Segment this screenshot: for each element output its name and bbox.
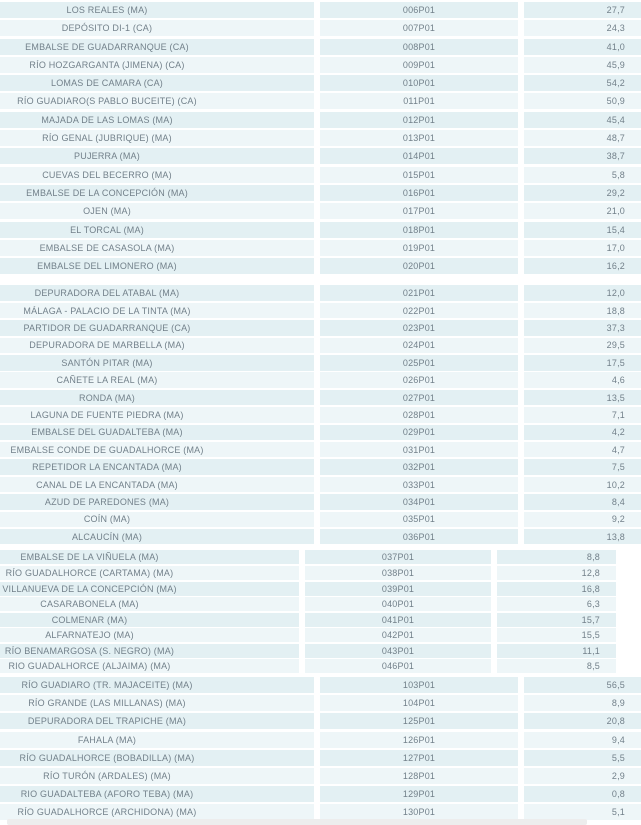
station-code-cell: 006P01 bbox=[320, 2, 518, 18]
horizontal-scrollbar[interactable] bbox=[7, 819, 587, 825]
station-code-cell: 013P01 bbox=[320, 130, 518, 146]
table-row[interactable] bbox=[0, 93, 641, 109]
table-row[interactable] bbox=[0, 550, 616, 564]
table-row[interactable] bbox=[0, 613, 616, 627]
station-name-cell: RÍO GUADIARO(S PABLO BUCEITE) (CA) bbox=[0, 93, 314, 109]
station-value-cell: 6,3 bbox=[497, 597, 616, 611]
station-name-cell: COLMENAR (MA) bbox=[0, 613, 299, 627]
table-row[interactable] bbox=[0, 372, 641, 388]
station-value-cell: 48,7 bbox=[524, 130, 641, 146]
station-value-cell: 4,6 bbox=[524, 372, 641, 388]
station-code-cell: 029P01 bbox=[320, 425, 518, 441]
station-value-cell: 17,5 bbox=[524, 355, 641, 371]
station-name-cell: ALCAUCÍN (MA) bbox=[0, 529, 314, 545]
station-value-cell: 29,2 bbox=[524, 185, 641, 201]
station-code-cell: 009P01 bbox=[320, 57, 518, 73]
station-name-cell: EMBALSE DE GUADARRANQUE (CA) bbox=[0, 39, 314, 55]
table-row[interactable] bbox=[0, 222, 641, 238]
station-code-cell: 033P01 bbox=[320, 477, 518, 493]
table-row[interactable] bbox=[0, 185, 641, 201]
table-row[interactable] bbox=[0, 494, 641, 510]
station-value-cell: 8,5 bbox=[497, 659, 616, 673]
table-row[interactable] bbox=[0, 39, 641, 55]
station-code-cell: 024P01 bbox=[320, 338, 518, 354]
station-code-cell: 129P01 bbox=[320, 786, 518, 802]
station-code-cell: 012P01 bbox=[320, 112, 518, 128]
table-row[interactable] bbox=[0, 148, 641, 164]
table-row[interactable] bbox=[0, 477, 641, 493]
station-name-cell: PARTIDOR DE GUADARRANQUE (CA) bbox=[0, 320, 314, 336]
table-row[interactable] bbox=[0, 786, 641, 802]
station-name-cell: RÍO GUADALHORCE (BOBADILLA) (MA) bbox=[0, 750, 314, 766]
station-name-cell: RONDA (MA) bbox=[0, 390, 314, 406]
station-name-cell: RÍO TURÓN (ARDALES) (MA) bbox=[0, 768, 314, 784]
table-row[interactable] bbox=[0, 512, 641, 528]
table-row[interactable] bbox=[0, 20, 641, 36]
station-value-cell: 24,3 bbox=[524, 20, 641, 36]
table-row[interactable] bbox=[0, 442, 641, 458]
station-name-cell: DEPURADORA DEL TRAPICHE (MA) bbox=[0, 713, 314, 729]
station-code-cell: 020P01 bbox=[320, 258, 518, 274]
station-code-cell: 017P01 bbox=[320, 203, 518, 219]
station-value-cell: 54,2 bbox=[524, 75, 641, 91]
table-row[interactable] bbox=[0, 750, 641, 766]
station-value-cell: 9,4 bbox=[524, 732, 641, 748]
station-value-cell: 12,0 bbox=[524, 285, 641, 301]
station-value-cell: 8,4 bbox=[524, 494, 641, 510]
station-name-cell: CASARABONELA (MA) bbox=[0, 597, 299, 611]
station-value-cell: 29,5 bbox=[524, 338, 641, 354]
station-code-cell: 042P01 bbox=[305, 628, 491, 642]
station-name-cell: LOMAS DE CAMARA (CA) bbox=[0, 75, 314, 91]
station-code-cell: 011P01 bbox=[320, 93, 518, 109]
station-name-cell: REPETIDOR LA ENCANTADA (MA) bbox=[0, 459, 314, 475]
table-row[interactable] bbox=[0, 644, 616, 658]
station-value-cell: 27,7 bbox=[524, 2, 641, 18]
table-section-4 bbox=[0, 677, 641, 823]
station-name-cell: CANAL DE LA ENCANTADA (MA) bbox=[0, 477, 314, 493]
table-row[interactable] bbox=[0, 425, 641, 441]
table-row[interactable] bbox=[0, 459, 641, 475]
station-name-cell: OJEN (MA) bbox=[0, 203, 314, 219]
station-value-cell: 45,9 bbox=[524, 57, 641, 73]
table-row[interactable] bbox=[0, 2, 641, 18]
table-row[interactable] bbox=[0, 57, 641, 73]
station-name-cell: VILLANUEVA DE LA CONCEPCIÓN (MA) bbox=[0, 582, 299, 596]
station-name-cell: PUJERRA (MA) bbox=[0, 148, 314, 164]
station-name-cell: RÍO GENAL (JUBRIQUE) (MA) bbox=[0, 130, 314, 146]
station-value-cell: 5,8 bbox=[524, 167, 641, 183]
station-code-cell: 022P01 bbox=[320, 303, 518, 319]
station-value-cell: 18,8 bbox=[524, 303, 641, 319]
station-name-cell: AZUD DE PAREDONES (MA) bbox=[0, 494, 314, 510]
station-name-cell: MÁLAGA - PALACIO DE LA TINTA (MA) bbox=[0, 303, 314, 319]
station-code-cell: 008P01 bbox=[320, 39, 518, 55]
station-value-cell: 8,9 bbox=[524, 695, 641, 711]
station-value-cell: 15,4 bbox=[524, 222, 641, 238]
station-name-cell: EMBALSE DE LA CONCEPCIÓN (MA) bbox=[0, 185, 314, 201]
station-value-cell: 5,5 bbox=[524, 750, 641, 766]
station-value-cell: 50,9 bbox=[524, 93, 641, 109]
station-value-cell: 7,1 bbox=[524, 407, 641, 423]
station-code-cell: 018P01 bbox=[320, 222, 518, 238]
station-value-cell: 17,0 bbox=[524, 240, 641, 256]
station-value-cell: 4,2 bbox=[524, 425, 641, 441]
table-section-1 bbox=[0, 0, 641, 276]
station-code-cell: 036P01 bbox=[320, 529, 518, 545]
table-section-2 bbox=[0, 285, 641, 546]
table-row[interactable] bbox=[0, 407, 641, 423]
station-code-cell: 039P01 bbox=[305, 582, 491, 596]
station-name-cell: EMBALSE DEL LIMONERO (MA) bbox=[0, 258, 314, 274]
station-value-cell: 45,4 bbox=[524, 112, 641, 128]
station-code-cell: 028P01 bbox=[320, 407, 518, 423]
station-name-cell: RÍO HOZGARGANTA (JIMENA) (CA) bbox=[0, 57, 314, 73]
station-name-cell: DEPURADORA DEL ATABAL (MA) bbox=[0, 285, 314, 301]
table-row[interactable] bbox=[0, 355, 641, 371]
station-code-cell: 041P01 bbox=[305, 613, 491, 627]
station-name-cell: EMBALSE DEL GUADALTEBA (MA) bbox=[0, 425, 314, 441]
table-section-3 bbox=[0, 550, 641, 675]
station-value-cell: 9,2 bbox=[524, 512, 641, 528]
station-value-cell: 11,1 bbox=[497, 644, 616, 658]
table-row[interactable] bbox=[0, 285, 641, 301]
station-value-cell: 0,8 bbox=[524, 786, 641, 802]
table-row[interactable] bbox=[0, 566, 616, 580]
station-name-cell: EL TORCAL (MA) bbox=[0, 222, 314, 238]
table-row[interactable] bbox=[0, 130, 641, 146]
station-name-cell: CAÑETE LA REAL (MA) bbox=[0, 372, 314, 388]
station-value-cell: 41,0 bbox=[524, 39, 641, 55]
station-value-cell: 8,8 bbox=[497, 550, 616, 564]
station-code-cell: 130P01 bbox=[320, 804, 518, 820]
station-value-cell: 2,9 bbox=[524, 768, 641, 784]
station-name-cell: ALFARNATEJO (MA) bbox=[0, 628, 299, 642]
station-name-cell: MAJADA DE LAS LOMAS (MA) bbox=[0, 112, 314, 128]
table-row[interactable] bbox=[0, 628, 616, 642]
station-name-cell: CUEVAS DEL BECERRO (MA) bbox=[0, 167, 314, 183]
station-code-cell: 021P01 bbox=[320, 285, 518, 301]
table-row[interactable] bbox=[0, 804, 641, 820]
station-value-cell: 56,5 bbox=[524, 677, 641, 693]
station-code-cell: 014P01 bbox=[320, 148, 518, 164]
station-value-cell: 5,1 bbox=[524, 804, 641, 820]
station-code-cell: 125P01 bbox=[320, 713, 518, 729]
station-name-cell: RÍO GUADALHORCE (CARTAMA) (MA) bbox=[0, 566, 299, 580]
station-name-cell: EMBALSE DE LA VIÑUELA (MA) bbox=[0, 550, 299, 564]
table-row[interactable] bbox=[0, 338, 641, 354]
table-row[interactable] bbox=[0, 677, 641, 693]
station-name-cell: LOS REALES (MA) bbox=[0, 2, 314, 18]
station-name-cell: DEPÓSITO DI-1 (CA) bbox=[0, 20, 314, 36]
table-row[interactable] bbox=[0, 582, 616, 596]
table-row[interactable] bbox=[0, 240, 641, 256]
station-name-cell: FAHALA (MA) bbox=[0, 732, 314, 748]
station-name-cell: DEPURADORA DE MARBELLA (MA) bbox=[0, 338, 314, 354]
station-code-cell: 126P01 bbox=[320, 732, 518, 748]
station-name-cell: LAGUNA DE FUENTE PIEDRA (MA) bbox=[0, 407, 314, 423]
station-code-cell: 023P01 bbox=[320, 320, 518, 336]
station-value-cell: 13,5 bbox=[524, 390, 641, 406]
station-name-cell: RÍO GRANDE (LAS MILLANAS) (MA) bbox=[0, 695, 314, 711]
station-value-cell: 15,7 bbox=[497, 613, 616, 627]
table-row[interactable] bbox=[0, 303, 641, 319]
table-row[interactable] bbox=[0, 112, 641, 128]
station-code-cell: 046P01 bbox=[305, 659, 491, 673]
station-code-cell: 031P01 bbox=[320, 442, 518, 458]
station-value-cell: 10,2 bbox=[524, 477, 641, 493]
station-code-cell: 104P01 bbox=[320, 695, 518, 711]
station-code-cell: 010P01 bbox=[320, 75, 518, 91]
station-code-cell: 037P01 bbox=[305, 550, 491, 564]
table-row[interactable] bbox=[0, 713, 641, 729]
station-code-cell: 032P01 bbox=[320, 459, 518, 475]
station-code-cell: 019P01 bbox=[320, 240, 518, 256]
table-row[interactable] bbox=[0, 732, 641, 748]
station-value-cell: 7,5 bbox=[524, 459, 641, 475]
station-value-cell: 16,2 bbox=[524, 258, 641, 274]
table-row[interactable] bbox=[0, 597, 616, 611]
station-code-cell: 016P01 bbox=[320, 185, 518, 201]
table-row[interactable] bbox=[0, 695, 641, 711]
table-row[interactable] bbox=[0, 659, 616, 673]
station-name-cell: EMBALSE DE CASASOLA (MA) bbox=[0, 240, 314, 256]
station-value-cell: 37,3 bbox=[524, 320, 641, 336]
station-name-cell: RIO GUADALHORCE (ALJAIMA) (MA) bbox=[0, 659, 299, 673]
station-value-cell: 20,8 bbox=[524, 713, 641, 729]
table-row[interactable] bbox=[0, 167, 641, 183]
station-code-cell: 015P01 bbox=[320, 167, 518, 183]
station-name-cell: SANTÓN PITAR (MA) bbox=[0, 355, 314, 371]
table-row[interactable] bbox=[0, 768, 641, 784]
station-code-cell: 038P01 bbox=[305, 566, 491, 580]
station-code-cell: 128P01 bbox=[320, 768, 518, 784]
station-value-cell: 16,8 bbox=[497, 582, 616, 596]
station-value-cell: 21,0 bbox=[524, 203, 641, 219]
station-name-cell: RIO GUADALTEBA (AFORO TEBA) (MA) bbox=[0, 786, 314, 802]
station-value-cell: 13,8 bbox=[524, 529, 641, 545]
station-code-cell: 034P01 bbox=[320, 494, 518, 510]
station-code-cell: 043P01 bbox=[305, 644, 491, 658]
station-code-cell: 103P01 bbox=[320, 677, 518, 693]
table-row[interactable] bbox=[0, 75, 641, 91]
station-code-cell: 026P01 bbox=[320, 372, 518, 388]
station-value-cell: 15,5 bbox=[497, 628, 616, 642]
table-row[interactable] bbox=[0, 258, 641, 274]
station-code-cell: 025P01 bbox=[320, 355, 518, 371]
station-code-cell: 007P01 bbox=[320, 20, 518, 36]
station-code-cell: 040P01 bbox=[305, 597, 491, 611]
station-name-cell: RÍO BENAMARGOSA (S. NEGRO) (MA) bbox=[0, 644, 299, 658]
table-row[interactable] bbox=[0, 529, 641, 545]
station-name-cell: RÍO GUADIARO (TR. MAJACEITE) (MA) bbox=[0, 677, 314, 693]
station-code-cell: 127P01 bbox=[320, 750, 518, 766]
station-value-cell: 12,8 bbox=[497, 566, 616, 580]
station-code-cell: 035P01 bbox=[320, 512, 518, 528]
table-row[interactable] bbox=[0, 320, 641, 336]
station-value-cell: 38,7 bbox=[524, 148, 641, 164]
station-name-cell: EMBALSE CONDE DE GUADALHORCE (MA) bbox=[0, 442, 314, 458]
station-value-cell: 4,7 bbox=[524, 442, 641, 458]
station-name-cell: COÍN (MA) bbox=[0, 512, 314, 528]
station-name-cell: RÍO GUADALHORCE (ARCHIDONA) (MA) bbox=[0, 804, 314, 820]
table-row[interactable] bbox=[0, 203, 641, 219]
table-row[interactable] bbox=[0, 390, 641, 406]
station-code-cell: 027P01 bbox=[320, 390, 518, 406]
